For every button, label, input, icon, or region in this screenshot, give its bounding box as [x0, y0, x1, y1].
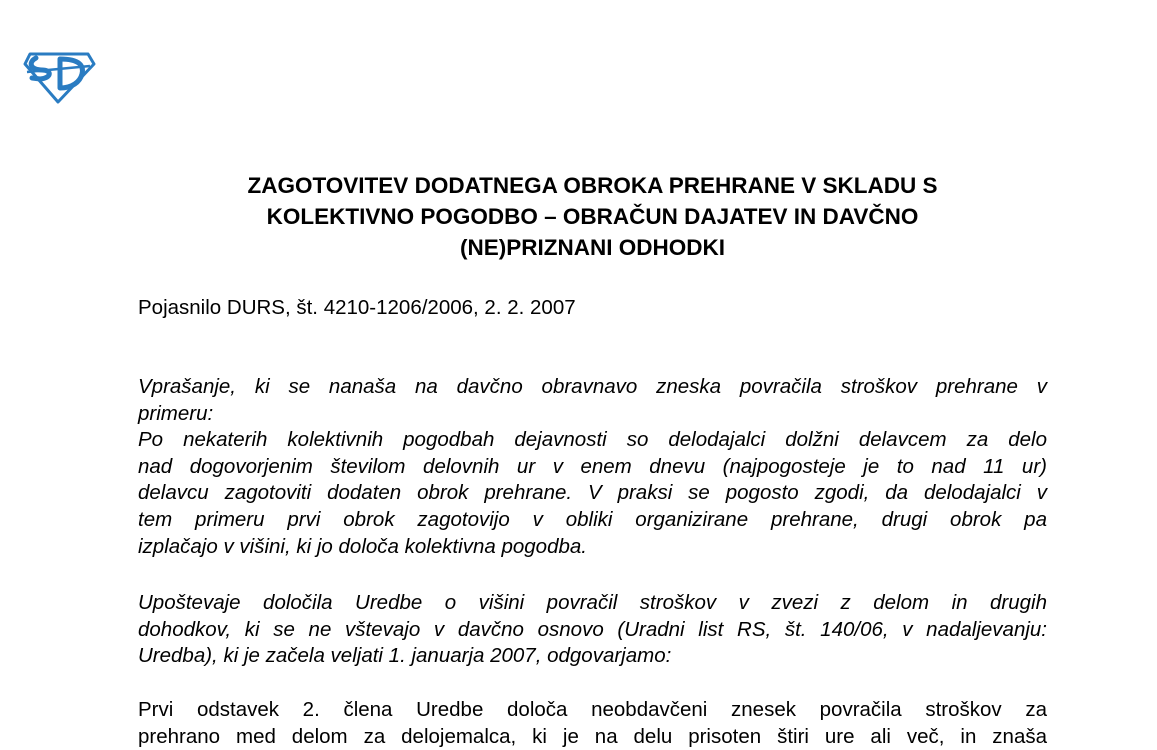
text-line: Prvi odstavek 2. člena Uredbe določa neobdavčeni znesek povračila stroškov za: [138, 698, 1047, 721]
text-line: Vprašanje, ki se nanaša na davčno obravnavo zneska povračila stroškov prehrane v: [138, 375, 1047, 398]
title-line: ZAGOTOVITEV DODATNEGA OBROKA PREHRANE V SKLADU S: [247, 173, 938, 198]
document-title: [138, 170, 1047, 263]
text-line: prehrano med delom za delojemalca, ki je na delu prisoten štiri ure ali več, in znaša: [138, 724, 1047, 748]
text-line: Uredba), ki je začela veljati 1. januarja 2007, odgovarjamo:: [138, 644, 672, 668]
sd-shield-logo-icon: [22, 48, 96, 104]
answer-paragraph: [138, 697, 1047, 750]
source-reference: Pojasnilo DURS, št. 4210-1206/2006, 2. 2. 2007: [138, 296, 576, 319]
title-line: KOLEKTIVNO POGODBO – OBRAČUN DAJATEV IN DAVČNO: [266, 204, 919, 229]
question-paragraph: [138, 374, 1047, 560]
text-line: delavcu zagotoviti dodaten obrok prehrane. V praksi se pogosto zgodi, da delodajalci v: [138, 481, 1047, 505]
text-line: primeru:: [138, 401, 214, 425]
text-line: nad dogovorjenim številom delovnih ur v enem dnevu (najpogosteje je to nad 11 ur): [138, 454, 1047, 478]
text-line: izplačajo v višini, ki jo določa kolektivna pogodba.: [138, 534, 587, 558]
text-line: dohodkov, ki se ne vštevajo v davčno osnovo (Uradni list RS, št. 140/06, v nadaljevanju:: [138, 617, 1047, 641]
text-line: Po nekaterih kolektivnih pogodbah dejavnosti so delodajalci dolžni delavcem za delo: [138, 428, 1047, 452]
context-paragraph: [138, 590, 1047, 670]
text-line: tem primeru prvi obrok zagotovijo v obliki organizirane prehrane, drugi obrok pa: [138, 507, 1047, 531]
text-line: Upoštevaje določila Uredbe o višini povračil stroškov v zvezi z delom in drugih: [138, 591, 1047, 614]
title-line: (NE)PRIZNANI ODHODKI: [460, 235, 725, 260]
